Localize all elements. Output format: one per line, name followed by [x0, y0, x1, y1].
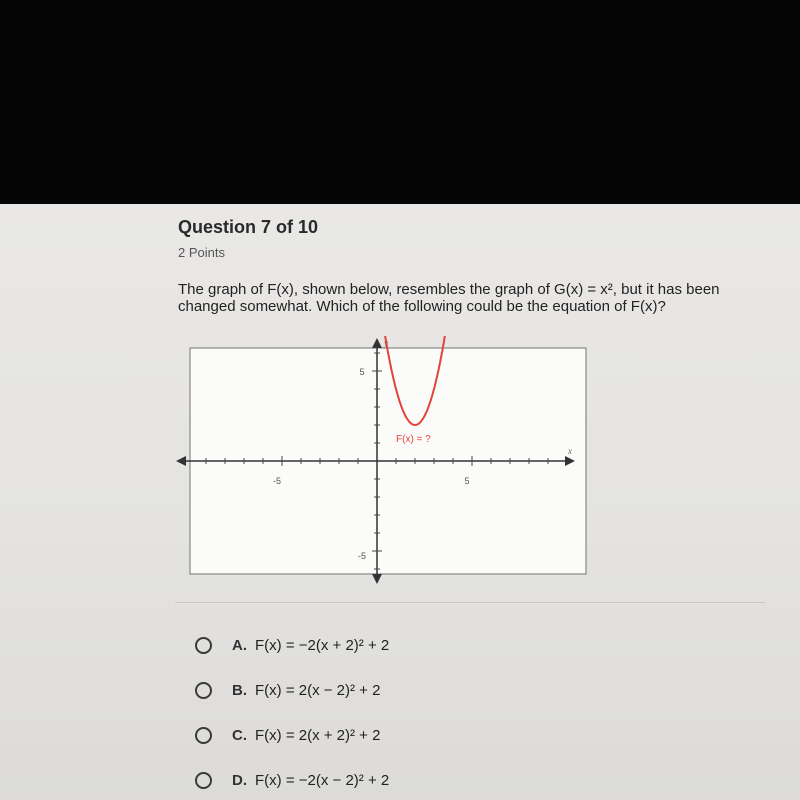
question-points: 2 Points	[178, 245, 225, 260]
choice-b-expression: F(x) = 2(x − 2)² + 2	[255, 681, 381, 699]
camera-black-area	[0, 0, 800, 204]
choice-c[interactable]	[195, 724, 755, 746]
y-axis-arrow-down	[372, 574, 382, 584]
choice-d[interactable]	[195, 769, 755, 791]
choice-c-letter: C.	[232, 726, 247, 744]
question-panel	[0, 204, 800, 800]
y-tick-label-neg: -5	[357, 551, 367, 561]
x-axis-label: x	[568, 446, 572, 456]
y-axis-arrow-up	[372, 338, 382, 348]
function-label: F(x) = ?	[396, 434, 431, 445]
radio-b[interactable]	[195, 682, 212, 699]
y-axis-label: y	[384, 338, 388, 348]
choice-c-expression: F(x) = 2(x + 2)² + 2	[255, 726, 381, 744]
choice-b-letter: B.	[232, 681, 247, 699]
x-tick-label-neg: -5	[272, 476, 282, 486]
choice-a-expression: F(x) = −2(x + 2)² + 2	[255, 636, 390, 654]
question-title: Question 7 of 10	[178, 217, 319, 237]
choice-b[interactable]	[195, 679, 755, 701]
function-graph	[170, 336, 600, 586]
radio-d[interactable]	[195, 772, 212, 789]
choice-d-letter: D.	[232, 771, 247, 789]
question-prompt: The graph of F(x), shown below, resembles the graph of G(x) = x², but it has been changed somewhat. Which of the following could be the equation of F(x)?	[178, 281, 720, 315]
radio-a[interactable]	[195, 637, 212, 654]
x-tick-label-pos: 5	[464, 476, 470, 486]
choice-d-expression: F(x) = −2(x − 2)² + 2	[255, 771, 390, 789]
choice-a[interactable]	[195, 634, 755, 656]
divider	[175, 602, 765, 603]
y-tick-label-pos: 5	[359, 367, 365, 377]
x-axis-arrow-left	[176, 456, 186, 466]
answer-choices	[195, 634, 755, 800]
choice-a-letter: A.	[232, 636, 247, 654]
radio-c[interactable]	[195, 727, 212, 744]
